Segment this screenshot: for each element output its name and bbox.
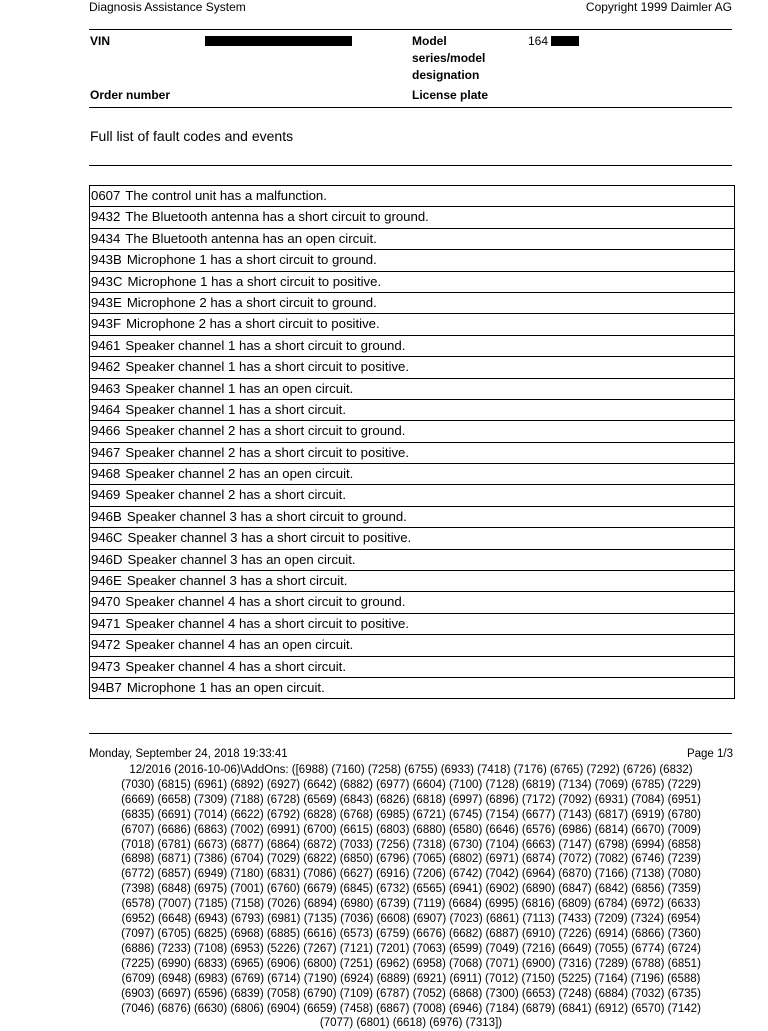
addons-line: 12/2016 (2016-10-06)\AddOns: ([6988) (7160) (7258) (6755) (6933) (7418) (7176) (6765) (7292) (6726) (6832) [129, 764, 693, 776]
fault-description: Speaker channel 3 has a short circuit to ground. [126, 508, 407, 524]
fault-description: Microphone 1 has an open circuit. [126, 679, 325, 695]
addons-line: (7077) (6801) (6618) (6976) (7313]) [319, 1017, 503, 1030]
fault-row [90, 463, 734, 484]
addons-line: (6952) (6648) (6943) (6793) (6981) (7135) (7036) (6608) (6907) (7023) (6861) (7113) (7433) (7209) (7324) (6954) [121, 913, 701, 926]
fault-description: Speaker channel 4 has an open circuit. [125, 637, 354, 653]
fault-code: 9466 [91, 423, 121, 439]
fault-description: Speaker channel 2 has a short circuit to ground. [125, 423, 406, 439]
addons-line: (6898) (6871) (7386) (6704) (7029) (6822) (6850) (6796) (7065) (6802) (6971) (6874) (7072) (7082) (6746) (7239) [121, 853, 701, 866]
divider [89, 733, 732, 734]
order-number-label: Order number [90, 88, 171, 102]
fault-row [90, 613, 734, 634]
section-title: Full list of fault codes and events [90, 128, 294, 144]
fault-description: Speaker channel 1 has a short circuit. [125, 401, 346, 417]
copyright-notice: Copyright 1999 Daimler AG [585, 0, 732, 14]
addons-line: (7398) (6848) (6975) (7001) (6760) (6679) (6845) (6732) (6565) (6941) (6902) (6890) (6847) (6842) (6856) (7359) [121, 883, 701, 896]
fault-code: 943C [91, 273, 123, 289]
fault-description: Speaker channel 3 has a short circuit. [126, 573, 348, 589]
vin-label: VIN [90, 34, 111, 48]
addons-line: (6886) (7233) (7108) (6953) (5226) (7267) (7121) (7201) (7063) (6599) (7049) (7216) (6649) (7055) (6774) (6724) [121, 942, 701, 955]
fault-row [90, 677, 734, 698]
fault-description: Speaker channel 4 has a short circuit to positive. [125, 615, 410, 631]
fault-code: 943F [91, 316, 122, 332]
fault-description: Microphone 1 has a short circuit to ground. [126, 252, 377, 268]
divider [89, 29, 732, 30]
system-name: Diagnosis Assistance System [89, 0, 246, 14]
fault-description: The Bluetooth antenna has a short circuit to ground. [125, 209, 429, 225]
page-header [89, 0, 732, 20]
fault-row [90, 186, 734, 206]
divider [89, 165, 732, 166]
addons-line: (7046) (6876) (6630) (6806) (6904) (6659) (7458) (6867) (7008) (6946) (7184) (6879) (6841) (6912) (6570) (7142) [121, 1002, 701, 1015]
model-value: 164 [528, 34, 549, 48]
fault-description: Speaker channel 3 has an open circuit. [127, 551, 356, 567]
fault-row [90, 506, 734, 527]
model-redacted [551, 36, 579, 46]
fault-code: 9470 [91, 594, 121, 610]
fault-row [90, 656, 734, 677]
fault-code-table [89, 185, 735, 699]
fault-row [90, 570, 734, 591]
model-label-line3: designation [412, 68, 480, 82]
fault-description: The control unit has a malfunction. [125, 188, 327, 203]
addons-line: (7097) (6705) (6825) (6968) (6885) (6616) (6573) (6759) (6676) (6682) (6887) (6910) (7226) (6914) (6866) (7360) [121, 927, 701, 940]
fault-code: 943E [91, 294, 122, 310]
fault-code: 946C [91, 530, 123, 546]
fault-code: 9471 [91, 615, 121, 631]
report-date: Monday, September 24, 2018 19:33:41 [89, 748, 288, 760]
addons-list [89, 763, 733, 1031]
fault-row [90, 271, 734, 292]
fault-description: Speaker channel 2 has an open circuit. [125, 466, 354, 482]
fault-code: 9472 [91, 637, 121, 653]
addons-line: (6835) (6691) (7014) (6622) (6792) (6828) (6768) (6985) (6721) (6745) (7154) (6677) (7143) (6817) (6919) (6780) [121, 808, 701, 821]
fault-row [90, 292, 734, 313]
fault-description: The Bluetooth antenna has an open circuit. [125, 230, 377, 246]
addons-line: (6709) (6948) (6983) (6769) (6714) (7190) (6924) (6889) (6921) (6911) (7012) (7150) (5225) (7164) (7196) (6588) [121, 972, 701, 985]
fault-code: 9432 [91, 209, 121, 225]
fault-code: 9467 [91, 444, 121, 460]
fault-row [90, 549, 734, 570]
fault-row [90, 591, 734, 612]
vin-redacted [205, 36, 352, 46]
fault-row [90, 313, 734, 334]
fault-code: 9469 [91, 487, 121, 503]
fault-code: 9461 [91, 337, 121, 353]
fault-row [90, 249, 734, 270]
fault-row [90, 399, 734, 420]
fault-row [90, 335, 734, 356]
fault-code: 9434 [91, 230, 121, 246]
fault-code: 9468 [91, 466, 121, 482]
fault-code: 9464 [91, 401, 121, 417]
fault-description: Speaker channel 4 has a short circuit. [125, 658, 346, 674]
fault-code: 94B7 [91, 679, 122, 695]
fault-description: Speaker channel 2 has a short circuit to positive. [125, 444, 410, 460]
fault-description: Microphone 2 has a short circuit to positive. [126, 316, 380, 332]
fault-row [90, 206, 734, 227]
fault-code: 946D [91, 551, 123, 567]
addons-line: (6578) (7007) (7185) (7158) (7026) (6894) (6980) (6739) (7119) (6684) (6995) (6816) (6809) (6784) (6972) (6633) [121, 898, 701, 911]
addons-line: (6903) (6697) (6596) (6839) (7058) (6790) (7109) (6787) (7052) (6868) (7300) (6653) (7248) (6884) (7032) (6735) [121, 987, 701, 1000]
fault-code: 9463 [91, 380, 121, 396]
addons-line: (7030) (6815) (6961) (6892) (6927) (6642) (6882) (6977) (6604) (7100) (7128) (6819) (7134) (7069) (6785) (7229) [121, 778, 701, 791]
fault-code: 9462 [91, 359, 121, 375]
fault-description: Speaker channel 2 has a short circuit. [125, 487, 346, 503]
addons-line: (6669) (6658) (7309) (7188) (6728) (6569) (6843) (6826) (6818) (6997) (6896) (7172) (7092) (6931) (7084) (6951) [121, 793, 701, 806]
addons-line: (6772) (6857) (6949) (7180) (6831) (7086) (6627) (6916) (7206) (6742) (7042) (6964) (6870) (7166) (7138) (7080) [121, 868, 701, 881]
fault-description: Speaker channel 4 has a short circuit to ground. [125, 594, 406, 610]
fault-code: 0607 [91, 188, 121, 203]
fault-code: 946E [91, 573, 122, 589]
fault-code: 9473 [91, 658, 121, 674]
addons-line: (7225) (6990) (6833) (6965) (6906) (6800) (7251) (6962) (6958) (7068) (7071) (6900) (7316) (7289) (6788) (6851) [121, 957, 701, 970]
license-plate-label: License plate [412, 88, 489, 102]
addons-line: (6707) (6686) (6863) (7002) (6991) (6700) (6615) (6803) (6880) (6580) (6646) (6576) (6986) (6814) (6670) (7009) [121, 823, 701, 836]
divider [89, 107, 732, 108]
fault-row [90, 378, 734, 399]
fault-row [90, 442, 734, 463]
fault-row [90, 228, 734, 249]
fault-row [90, 484, 734, 505]
fault-code: 943B [91, 252, 122, 268]
fault-description: Microphone 2 has a short circuit to ground. [126, 294, 377, 310]
fault-description: Speaker channel 1 has a short circuit to positive. [125, 359, 410, 375]
fault-row [90, 356, 734, 377]
fault-description: Microphone 1 has a short circuit to positive. [127, 273, 382, 289]
fault-row [90, 527, 734, 548]
fault-description: Speaker channel 1 has an open circuit. [125, 380, 354, 396]
fault-row [90, 634, 734, 655]
model-label-line2: series/model [412, 51, 486, 65]
fault-row [90, 420, 734, 441]
model-label-line1: Model [412, 34, 447, 48]
addons-line: (7018) (6781) (6673) (6877) (6864) (6872) (7033) (7256) (7318) (6730) (7104) (6663) (7147) (6798) (6994) (6858) [121, 838, 701, 851]
fault-description: Speaker channel 3 has a short circuit to positive. [127, 530, 412, 546]
fault-description: Speaker channel 1 has a short circuit to ground. [125, 337, 406, 353]
fault-code: 946B [91, 508, 122, 524]
page-number: Page 1/3 [686, 748, 733, 760]
